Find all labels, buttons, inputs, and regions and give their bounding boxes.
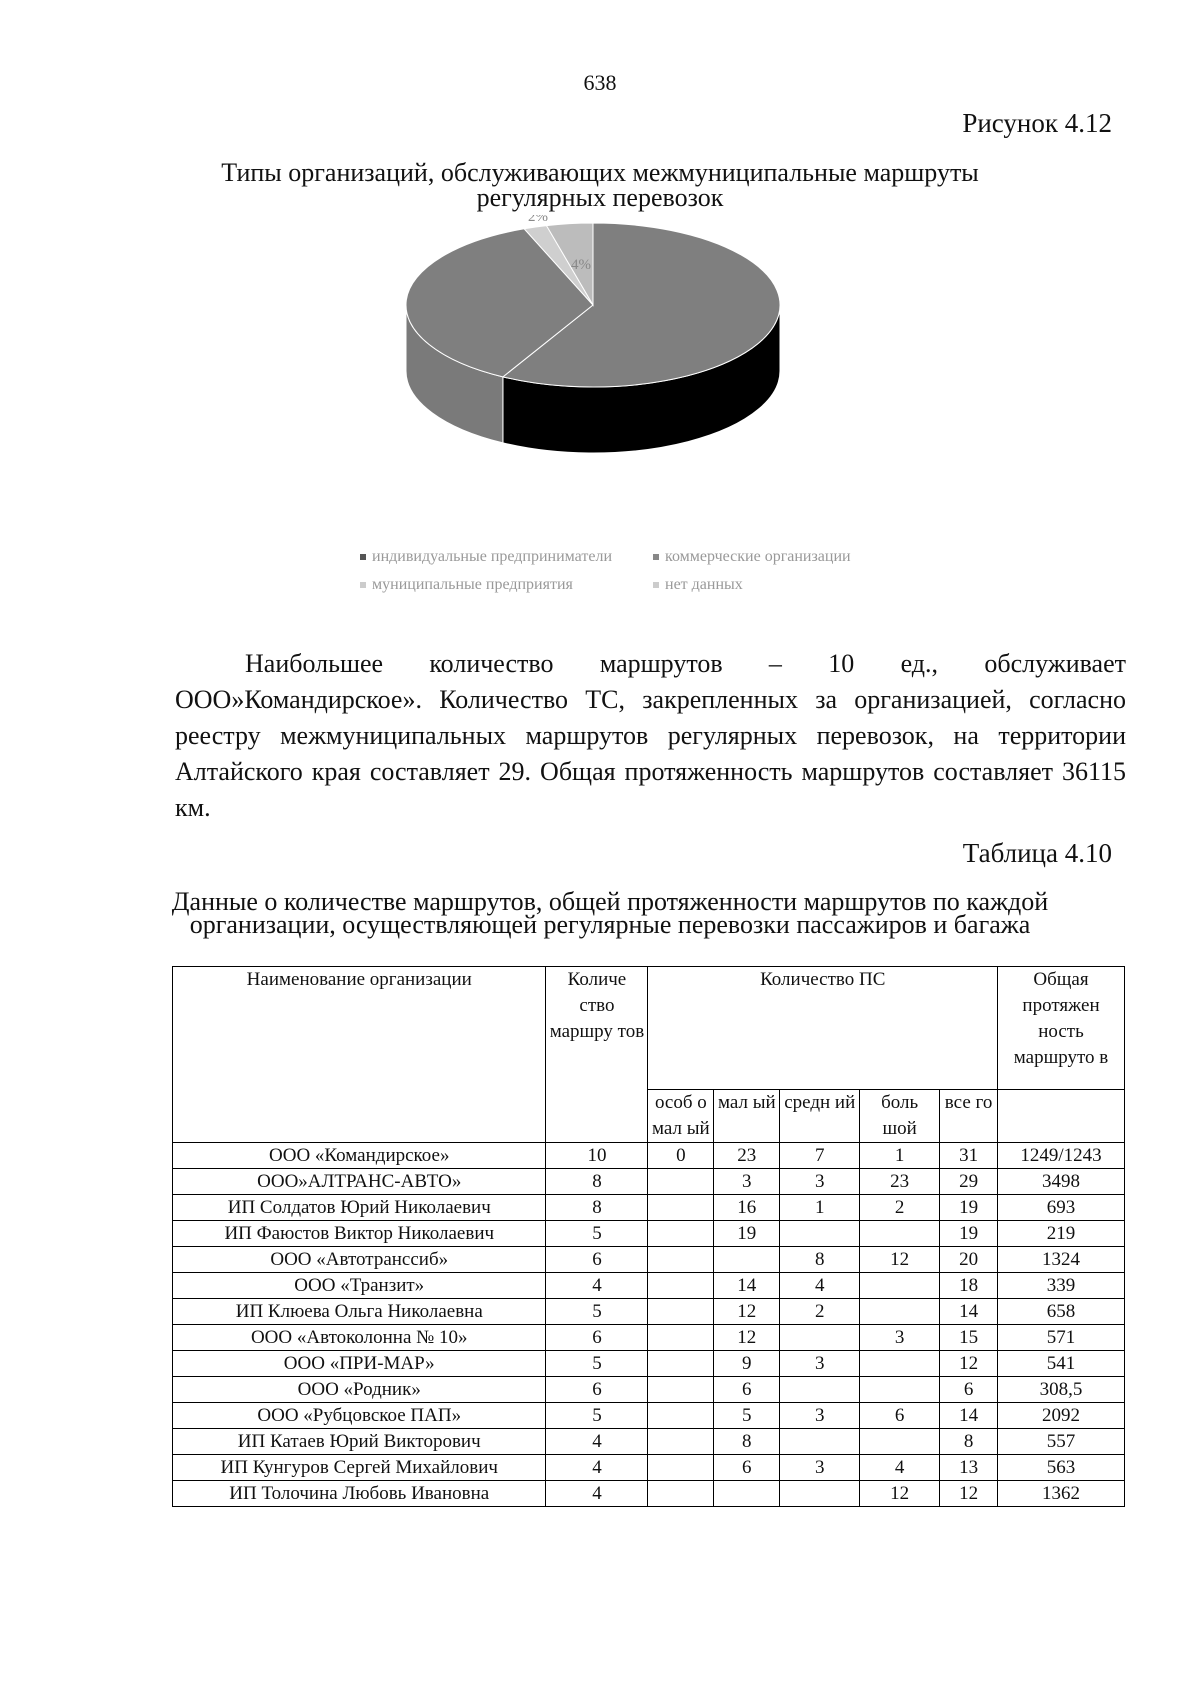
table-cell: 2 [780,1299,860,1325]
table-cell: 5 [546,1221,648,1247]
cell-organization: ООО «Автотранссиб» [173,1247,546,1273]
table-cell: 12 [714,1325,780,1351]
table-cell: 4 [860,1455,940,1481]
figure-label: Рисунок 4.12 [962,108,1112,138]
table-row [173,1351,1125,1377]
table-cell [648,1351,714,1377]
table-cell: 4 [546,1429,648,1455]
table-cell: 571 [998,1325,1125,1351]
table-cell [780,1325,860,1351]
table-row [173,1143,1125,1169]
cell-organization: ИП Солдатов Юрий Николаевич [173,1195,546,1221]
table-cell [648,1299,714,1325]
table-cell: 12 [860,1481,940,1507]
table-cell: 9 [714,1351,780,1377]
table-row [173,1455,1125,1481]
table-title: Данные о количестве маршрутов, общей протяженности маршрутов по каждой организации, осуществляющей регулярные перевозки пассажиров и багажа [171,887,1049,939]
table-body [173,1143,1125,1507]
table-cell: 12 [940,1481,998,1507]
table-cell: 16 [714,1195,780,1221]
table-cell: 14 [940,1403,998,1429]
table-cell [714,1247,780,1273]
table-cell: 2 [860,1195,940,1221]
table-cell: 693 [998,1195,1125,1221]
table-cell: 8 [714,1429,780,1455]
table-row [173,1247,1125,1273]
table-cell: 14 [714,1273,780,1299]
cell-organization: ООО «Автоколонна № 10» [173,1325,546,1351]
header-small: мал ый [714,1090,780,1143]
table-row [173,1273,1125,1299]
table-cell [714,1481,780,1507]
table-cell [648,1195,714,1221]
legend-item-individual [360,548,612,566]
table-cell: 5 [546,1299,648,1325]
pie-data-label: 2% [528,215,548,225]
legend-swatch [653,554,659,560]
table-row [173,1195,1125,1221]
table-cell: 23 [860,1169,940,1195]
table-header-row [173,967,1125,1090]
table-cell: 2092 [998,1403,1125,1429]
header-large: боль шой [860,1090,940,1143]
table-cell [780,1481,860,1507]
table-cell: 6 [714,1455,780,1481]
table-cell: 8 [546,1195,648,1221]
table-cell: 20 [940,1247,998,1273]
table-cell [648,1429,714,1455]
table-cell: 18 [940,1273,998,1299]
table-cell: 8 [780,1247,860,1273]
cell-organization: ИП Толочина Любовь Ивановна [173,1481,546,1507]
table-cell: 541 [998,1351,1125,1377]
legend-swatch [360,582,366,588]
pie-data-label: 4% [571,257,591,273]
body-paragraph [175,646,1126,826]
table-cell [860,1351,940,1377]
table-row [173,1429,1125,1455]
page-number: 638 [583,70,617,95]
cell-organization: ООО «Рубцовское ПАП» [173,1403,546,1429]
table-row [173,1325,1125,1351]
table-cell: 0 [648,1143,714,1169]
header-medium: средн ий [780,1090,860,1143]
table-row [173,1221,1125,1247]
table-cell: 3 [860,1325,940,1351]
header-length-empty [998,1090,1125,1143]
table-cell: 12 [714,1299,780,1325]
cell-organization: ООО «Транзит» [173,1273,546,1299]
table-cell: 6 [546,1377,648,1403]
table-cell [860,1221,940,1247]
table-cell [648,1377,714,1403]
table-cell: 557 [998,1429,1125,1455]
table-row [173,1169,1125,1195]
legend-swatch [653,582,659,588]
table-cell: 6 [940,1377,998,1403]
table-cell: 1249/1243 [998,1143,1125,1169]
table-row [173,1403,1125,1429]
table-cell: 3498 [998,1169,1125,1195]
table-cell: 219 [998,1221,1125,1247]
table-cell: 19 [714,1221,780,1247]
table-cell: 339 [998,1273,1125,1299]
table-cell: 3 [714,1169,780,1195]
table-cell [648,1325,714,1351]
table-cell: 19 [940,1195,998,1221]
table-cell: 23 [714,1143,780,1169]
table-cell: 13 [940,1455,998,1481]
table-cell [648,1455,714,1481]
table-cell [780,1377,860,1403]
paragraph-first-line: Наибольшее количество маршрутов – 10 ед., обслуживает [245,649,1126,678]
header-very-small: особ о мал ый [648,1090,714,1143]
table-cell: 8 [546,1169,648,1195]
table-cell: 308,5 [998,1377,1125,1403]
table-cell: 5 [546,1351,648,1377]
table-cell: 3 [780,1403,860,1429]
legend-item-commercial [653,548,851,566]
cell-organization: ООО «ПРИ-МАР» [173,1351,546,1377]
table-cell [648,1247,714,1273]
table-row [173,1481,1125,1507]
table-cell: 4 [546,1273,648,1299]
legend-label: индивидуальные предприниматели [372,548,612,565]
table-cell: 1324 [998,1247,1125,1273]
pie-chart-svg [180,215,1020,515]
table-cell: 1362 [998,1481,1125,1507]
legend-label: нет данных [665,576,743,593]
table-cell: 12 [940,1351,998,1377]
table-cell: 12 [860,1247,940,1273]
table-cell: 19 [940,1221,998,1247]
table-cell: 29 [940,1169,998,1195]
table-cell: 1 [780,1195,860,1221]
table-cell [648,1273,714,1299]
chart-title: Типы организаций, обслуживающих межмуниципальные маршруты регулярных перевозок [221,158,979,212]
table-cell [648,1221,714,1247]
cell-organization: ИП Клюева Ольга Николаевна [173,1299,546,1325]
table-cell: 563 [998,1455,1125,1481]
table-cell [860,1299,940,1325]
table-cell: 3 [780,1351,860,1377]
header-total: все го [940,1090,998,1143]
table-cell: 4 [546,1481,648,1507]
table-cell [860,1273,940,1299]
header-name: Наименование организации [173,967,546,1143]
cell-organization: ООО «Родник» [173,1377,546,1403]
table-cell [860,1429,940,1455]
table-cell: 8 [940,1429,998,1455]
table-cell: 3 [780,1455,860,1481]
header-length: Общая протяжен ность маршруто в [998,967,1125,1090]
table-cell [648,1169,714,1195]
routes-table [172,966,1125,1507]
table-cell: 1 [860,1143,940,1169]
table-cell: 31 [940,1143,998,1169]
legend-swatch [360,554,366,560]
chart-legend [360,548,920,604]
legend-label: муниципальные предприятия [372,576,573,593]
header-ps-count: Количество ПС [648,967,998,1090]
cell-organization: ИП Катаев Юрий Викторович [173,1429,546,1455]
table-cell: 7 [780,1143,860,1169]
table-cell [648,1403,714,1429]
table-cell [780,1221,860,1247]
table-cell: 5 [546,1403,648,1429]
legend-item-municipal [360,576,573,594]
table-cell: 6 [714,1377,780,1403]
legend-label: коммерческие организации [665,548,851,565]
table-row [173,1299,1125,1325]
table-cell: 15 [940,1325,998,1351]
table-cell: 4 [780,1273,860,1299]
table-cell [648,1481,714,1507]
table-cell: 3 [780,1169,860,1195]
table-cell: 10 [546,1143,648,1169]
table-cell [780,1429,860,1455]
table-row [173,1377,1125,1403]
table-cell: 658 [998,1299,1125,1325]
legend-item-no-data [653,576,743,594]
table-cell [860,1377,940,1403]
cell-organization: ИП Кунгуров Сергей Михайлович [173,1455,546,1481]
paragraph-rest: ООО»Командирское». Количество ТС, закрепленных за организацией, согласно реестру межмуниципальных маршрутов регулярных перевозок, на территории Алтайского края составляет 29. Общая протяженность маршрутов составляет 36115 км. [175,685,1126,822]
table-cell: 6 [546,1247,648,1273]
table-cell: 6 [860,1403,940,1429]
table-cell: 5 [714,1403,780,1429]
table-cell: 14 [940,1299,998,1325]
header-routes: Количе ство маршру тов [546,967,648,1143]
cell-organization: ООО «Командирское» [173,1143,546,1169]
cell-organization: ООО»АЛТРАНС-АВТО» [173,1169,546,1195]
cell-organization: ИП Фаюстов Виктор Николаевич [173,1221,546,1247]
table-label: Таблица 4.10 [962,838,1112,868]
table-cell: 6 [546,1325,648,1351]
table-cell: 4 [546,1455,648,1481]
